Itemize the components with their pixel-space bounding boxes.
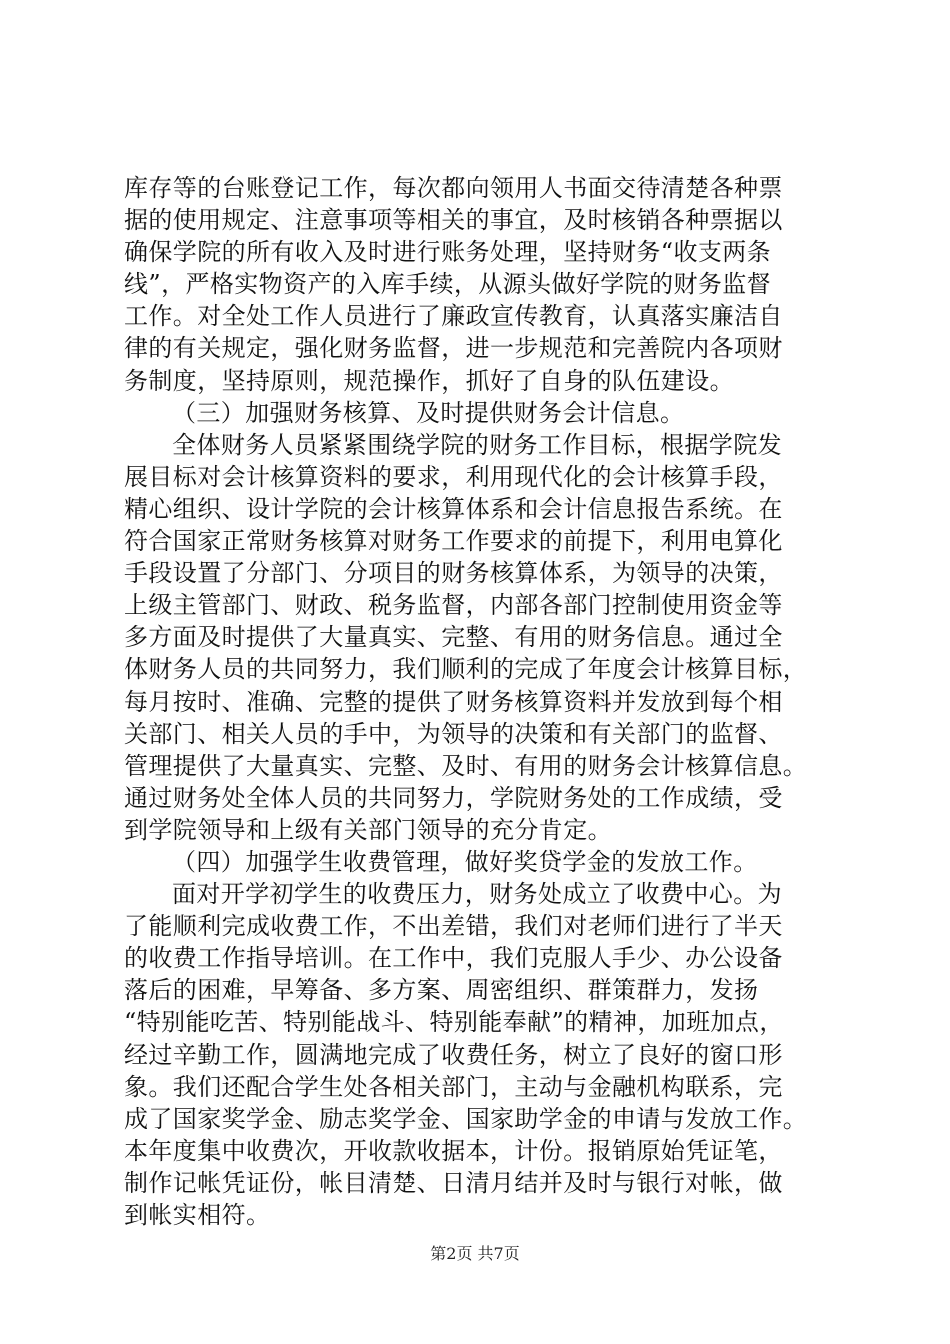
text-line: 多方面及时提供了大量真实、完整、有用的财务信息。通过全 [124,623,783,652]
text-line: 制作记帐凭证份，帐目清楚、日清月结并及时与银行对帐，做 [124,1168,783,1197]
text-line: 手段设置了分部门、分项目的财务核算体系，为领导的决策， [124,559,783,588]
text-line: 本年度集中收费次，开收款收据本，计份。报销原始凭证笔， [124,1136,783,1165]
text-line: 精心组织、设计学院的会计核算体系和会计信息报告系统。在 [124,494,783,523]
text-line: 全体财务人员紧紧围绕学院的财务工作目标，根据学院发 [172,430,782,459]
text-line: 库存等的台账登记工作，每次都向领用人书面交待清楚各种票 [124,174,783,202]
text-line: 象。我们还配合学生处各相关部门，主动与金融机构联系，完 [124,1072,783,1101]
text-line: 确保学院的所有收入及时进行账务处理，坚持财务“收支两条 [124,238,772,267]
text-line: 每月按时、准确、完整的提供了财务核算资料并发放到每个相 [124,687,783,716]
text-line: （四）加强学生收费管理，做好奖贷学金的发放工作。 [172,847,758,876]
text-line: 的收费工作指导培训。在工作中，我们克服人手少、办公设备 [124,944,783,973]
document-body [124,172,832,1231]
text-line: 管理提供了大量真实、完整、及时、有用的财务会计核算信息。 [124,751,808,780]
text-line: 落后的困难，早筹备、多方案、周密组织、群策群力，发扬 [124,976,759,1005]
text-line: （三）加强财务核算、及时提供财务会计信息。 [172,398,685,427]
text-line: “特别能吃苦、特别能战斗、特别能奉献”的精神，加班加点， [124,1008,784,1037]
text-line: 线”，严格实物资产的入库手续，从源头做好学院的财务监督 [124,270,772,299]
text-line: 律的有关规定，强化财务监督，进一步规范和完善院内各项财 [124,334,783,363]
text-line: 成了国家奖学金、励志奖学金、国家助学金的申请与发放工作。 [124,1104,808,1133]
text-line: 工作。对全处工作人员进行了廉政宣传教育，认真落实廉洁自 [124,302,783,331]
text-line: 务制度，坚持原则，规范操作，抓好了自身的队伍建设。 [124,366,734,395]
text-line: 面对开学初学生的收费压力，财务处成立了收费中心。为 [172,880,782,909]
page-footer: 第2页 共7页 [430,1244,520,1263]
text-line: 据的使用规定、注意事项等相关的事宜，及时核销各种票据以 [124,206,783,235]
text-line: 展目标对会计核算资料的要求，利用现代化的会计核算手段， [124,462,783,491]
text-line: 通过财务处全体人员的共同努力，学院财务处的工作成绩，受 [124,783,783,812]
text-line: 经过辛勤工作，圆满地完成了收费任务，树立了良好的窗口形 [124,1040,783,1069]
text-line: 上级主管部门、财政、税务监督，内部各部门控制使用资金等 [124,591,783,620]
text-line: 了能顺利完成收费工作，不出差错，我们对老师们进行了半天 [124,912,783,941]
text-line: 到帐实相符。 [124,1201,271,1229]
text-line: 符合国家正常财务核算对财务工作要求的前提下，利用电算化 [124,527,783,556]
text-line: 体财务人员的共同努力，我们顺利的完成了年度会计核算目标， [124,655,808,684]
text-line: 关部门、相关人员的手中，为领导的决策和有关部门的监督、 [124,719,783,748]
text-line: 到学院领导和上级有关部门领导的充分肯定。 [124,815,612,844]
